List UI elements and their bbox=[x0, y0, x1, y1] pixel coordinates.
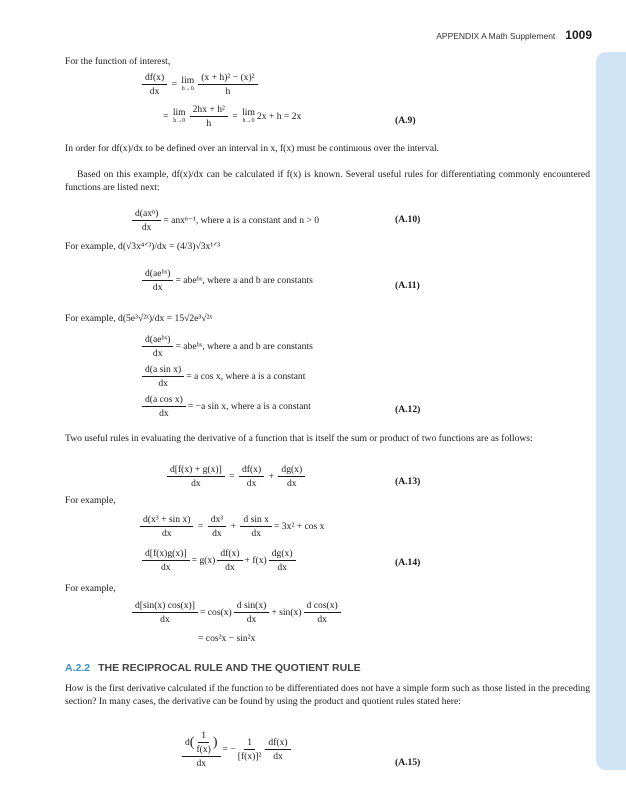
eq-numerator: 1 bbox=[198, 730, 209, 743]
eq-denominator: h bbox=[206, 118, 212, 129]
equation-derivative-def: $\frac{df(x)}{dx}$ = lim h→0 $\frac{\text{(x + h)² − (x)²}}{h}$ bbox=[140, 72, 260, 97]
eq-numerator: d(aeᵇˣ) bbox=[142, 268, 173, 281]
equation-a13: $\frac{d[f(x) + g(x)]}{dx}$ = $\frac{df(x)}{dx}$ + $\frac{dg(x)}{dx}$ bbox=[165, 464, 307, 489]
eq-denominator: dx bbox=[161, 528, 172, 539]
eq-numerator: (x + h)² − (x)² bbox=[198, 72, 257, 85]
equation-number: (A.9) bbox=[395, 115, 416, 126]
eq-rhs: 2x + h = 2x bbox=[256, 111, 302, 122]
equation-number: (A.15) bbox=[395, 757, 421, 768]
section-number: A.2.2 bbox=[65, 662, 91, 674]
eq-numerator: d cos(x) bbox=[304, 600, 341, 613]
paragraph: For the function of interest, bbox=[65, 56, 171, 67]
section-heading bbox=[65, 662, 361, 674]
eq-denominator: dx bbox=[149, 86, 160, 97]
equation-a12a bbox=[140, 334, 313, 359]
eq-denominator: dx bbox=[152, 282, 163, 293]
eq-numerator: d sin(x) bbox=[234, 600, 270, 613]
chapter-tab bbox=[596, 52, 626, 770]
equation-a10 bbox=[130, 208, 319, 233]
equation-a15 bbox=[180, 730, 293, 769]
eq-denominator: dx bbox=[246, 614, 257, 625]
eq-numerator: d(axⁿ) bbox=[132, 208, 161, 221]
equation-a11 bbox=[140, 268, 313, 293]
equation-number: (A.13) bbox=[395, 476, 421, 487]
eq-numerator: d[f(x)g(x)] bbox=[142, 548, 190, 561]
equation-number: (A.14) bbox=[395, 557, 421, 568]
eq-d: d bbox=[185, 737, 190, 748]
equation-a9: = lim h→0 $\frac{\text{2hx + h²}}{h}$ = lim h→0 2x + h = 2x bbox=[163, 104, 302, 129]
lim-label: lim bbox=[181, 74, 195, 86]
paragraph: In order for df(x)/dx to be defined over an interval in x, f(x) must be continuous over the interval. bbox=[65, 143, 440, 154]
eq-numerator: d[f(x) + g(x)] bbox=[167, 464, 225, 477]
eq-denominator: h bbox=[225, 86, 231, 97]
eq-numerator: d(aeᵇˣ) bbox=[142, 334, 173, 347]
eq-term: = g(x) bbox=[191, 555, 216, 566]
paragraph: Based on this example, df(x)/dx can be calculated if f(x) is known. Several useful rules for differentiating commonly encountered functions are listed next: bbox=[65, 169, 590, 193]
running-header bbox=[380, 26, 592, 44]
lim-sub: h→0 bbox=[242, 117, 255, 124]
example-text: For example, d(√3x⁴ᐟ³)/dx = (4/3)√3x¹ᐟ³ bbox=[65, 241, 221, 252]
section-title: THE RECIPROCAL RULE AND THE QUOTIENT RULE bbox=[98, 662, 361, 674]
paragraph: Two useful rules in evaluating the derivative of a function that is itself the sum or product of two functions are as follows: bbox=[65, 433, 533, 444]
equation-a12b bbox=[140, 364, 305, 389]
running-title: APPENDIX A Math Supplement bbox=[436, 31, 556, 41]
example-label: For example, bbox=[65, 495, 116, 506]
eq-denominator: dx bbox=[212, 528, 222, 539]
eq-denominator: dx bbox=[160, 614, 170, 625]
eq-denominator: dx bbox=[225, 562, 235, 573]
eq-numerator: df(x) bbox=[265, 737, 290, 750]
eq-numerator: df(x) bbox=[217, 548, 242, 561]
eq-numerator: d(a sin x) bbox=[142, 364, 184, 377]
eq-term: = − bbox=[222, 744, 236, 755]
eq-denominator: dx bbox=[158, 378, 168, 389]
page-number: 1009 bbox=[565, 28, 592, 42]
eq-denominator: dx bbox=[196, 758, 207, 769]
example-label: For example, bbox=[65, 583, 116, 594]
eq-numerator: d sin x bbox=[240, 514, 272, 527]
eq-denominator: dx bbox=[152, 348, 163, 359]
eq-numerator: dg(x) bbox=[269, 548, 296, 561]
eq-numerator: d[sin(x) cos(x)] bbox=[132, 600, 198, 613]
lim-sub: h→0 bbox=[181, 85, 194, 92]
lim-sub: h→0 bbox=[173, 117, 186, 124]
eq-denominator: dx bbox=[191, 478, 201, 489]
eq-denominator: dx bbox=[159, 408, 169, 419]
eq-denominator: dx bbox=[160, 562, 171, 573]
example-sum-derivative: $\frac{\text{d(x³ + sin x)}}{dx}$ = $\frac{\text{dx³}}{dx}$ + $\frac{\text{d sin x}}{dx}$ = 3x² + cos x bbox=[138, 514, 324, 539]
eq-numerator: d ( $\frac{1}{f(x)}$ ) bbox=[182, 730, 221, 757]
eq-denominator: dx bbox=[141, 222, 152, 233]
eq-rhs: = −a sin x, where a is a constant bbox=[187, 401, 311, 412]
eq-rhs: = abeᵇˣ, where a and b are constants bbox=[175, 275, 313, 286]
lim-label: lim bbox=[172, 106, 186, 118]
example-text: For example, d(5e³√²ˣ)/dx = 15√2e³√²ˣ bbox=[65, 313, 213, 324]
eq-numerator: d(x³ + sin x) bbox=[140, 514, 193, 527]
eq-numerator: d(a cos x) bbox=[142, 394, 186, 407]
lim-label: lim bbox=[242, 106, 255, 118]
eq-numerator: 2hx + h² bbox=[190, 104, 228, 117]
eq-numerator: df(x) bbox=[142, 72, 167, 85]
eq-denominator: dx bbox=[273, 751, 283, 762]
eq-denominator: dx bbox=[286, 478, 297, 489]
eq-denominator: [f(x)]² bbox=[237, 751, 262, 762]
equation-number: (A.10) bbox=[395, 214, 421, 225]
eq-denominator: dx bbox=[317, 614, 327, 625]
eq-rhs: = abeᵇˣ, where a and b are constants bbox=[175, 341, 313, 352]
example-product-derivative bbox=[130, 600, 343, 625]
eq-denominator: dx bbox=[246, 478, 257, 489]
eq-numerator: 1 bbox=[244, 737, 255, 750]
example-result: = cos²x − sin²x bbox=[198, 633, 256, 644]
eq-rhs: = 3x² + cos x bbox=[273, 521, 325, 532]
equation-a14 bbox=[140, 548, 298, 573]
eq-rhs: = anxⁿ⁻¹, where a is a constant and n > 0 bbox=[163, 215, 320, 226]
eq-numerator: df(x) bbox=[239, 464, 264, 477]
equation-a12c bbox=[140, 394, 311, 419]
eq-rhs: = a cos x, where a is a constant bbox=[186, 371, 306, 382]
paragraph: How is the first derivative calculated if the function to be differentiated does not have a simple form such as those listed in the preceding section? In many cases, the derivative can be found by using the product and quotient rules stated here: bbox=[65, 683, 590, 707]
eq-term: = cos(x) bbox=[199, 607, 232, 618]
eq-denominator: dx bbox=[277, 562, 287, 573]
equation-number: (A.11) bbox=[395, 280, 420, 291]
eq-term: + f(x) bbox=[244, 555, 267, 566]
eq-denominator: f(x) bbox=[196, 744, 211, 755]
eq-denominator: dx bbox=[251, 528, 261, 539]
eq-numerator: dx³ bbox=[208, 514, 226, 527]
eq-term: + sin(x) bbox=[271, 607, 302, 618]
equation-number: (A.12) bbox=[395, 404, 421, 415]
eq-numerator: dg(x) bbox=[278, 464, 305, 477]
